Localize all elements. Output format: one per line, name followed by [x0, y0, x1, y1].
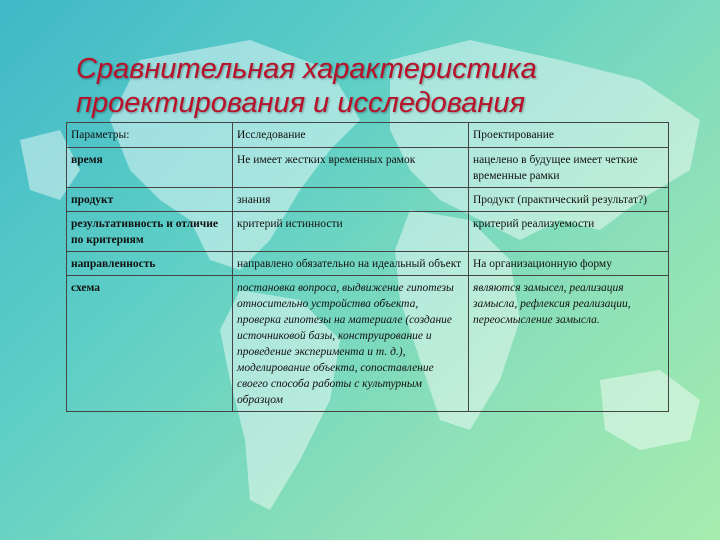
table-row — [67, 212, 669, 252]
research-cell: направлено обязательно на идеальный объект — [233, 252, 469, 276]
table-row — [67, 188, 669, 212]
row-label: время — [67, 148, 233, 188]
column-header-design: Проектирование — [469, 123, 669, 148]
design-cell: На организационную форму — [469, 252, 669, 276]
research-cell: критерий истинности — [233, 212, 469, 252]
row-label: схема — [67, 276, 233, 412]
page-title: Сравнительная характеристика проектирования и исследования — [76, 53, 537, 119]
table-row — [67, 148, 669, 188]
design-cell: являются замысел, реализация замысла, рефлексия реализации, переосмысление замысла. — [469, 276, 669, 412]
design-cell: нацелено в будущее имеет четкие временные рамки — [469, 148, 669, 188]
table-header-row — [67, 123, 669, 148]
design-cell: критерий реализуемости — [469, 212, 669, 252]
row-label: продукт — [67, 188, 233, 212]
research-cell: постановка вопроса, выдвижение гипотезы относительно устройства объекта, проверка гипотезы на материале (создание источниковой базы, конструирование и проведение эксперимента и т. д.), моделирование объекта, сопоставление своего способа работы с культурным образцом — [233, 276, 469, 412]
design-cell: Продукт (практический результат?) — [469, 188, 669, 212]
row-label: результативность и отличие по критериям — [67, 212, 233, 252]
column-header-parameters: Параметры: — [67, 123, 233, 148]
table-row — [67, 252, 669, 276]
comparison-table — [66, 122, 669, 412]
row-label: направленность — [67, 252, 233, 276]
research-cell: знания — [233, 188, 469, 212]
table-row — [67, 276, 669, 412]
column-header-research: Исследование — [233, 123, 469, 148]
research-cell: Не имеет жестких временных рамок — [233, 148, 469, 188]
